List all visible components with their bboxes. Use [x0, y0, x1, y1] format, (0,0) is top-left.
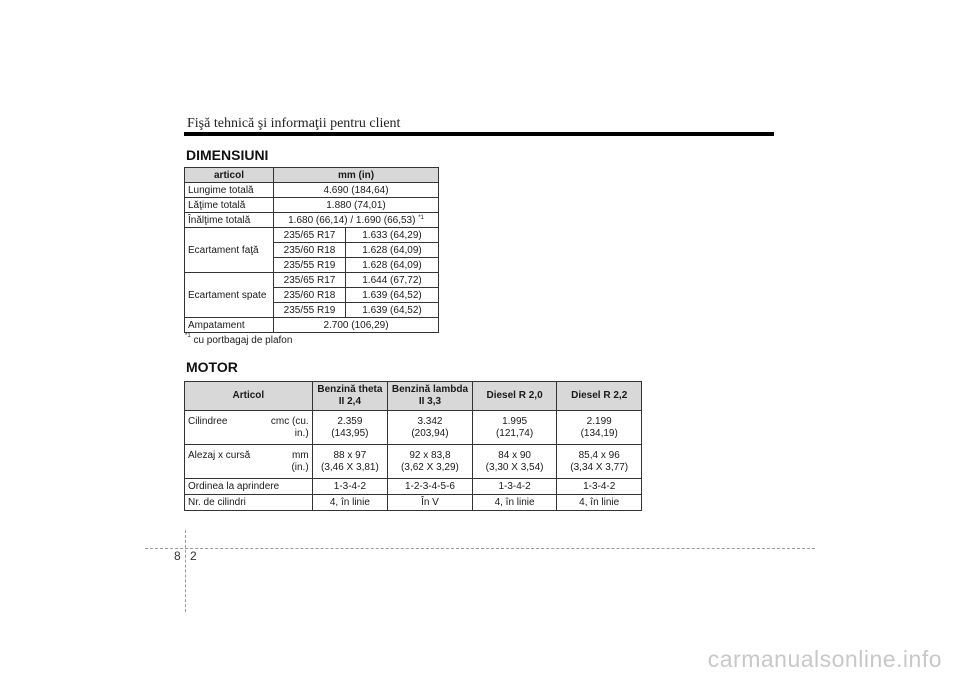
tire-size: 235/60 R18: [274, 243, 346, 258]
dimensions-title: DIMENSIUNI: [186, 147, 269, 163]
row-value: 1-3-4-2: [472, 479, 557, 495]
table-row: [185, 228, 439, 243]
row-value: 4, în linie: [312, 495, 387, 511]
row-value: 1.628 (64,09): [346, 243, 439, 258]
tire-size: 235/60 R18: [274, 288, 346, 303]
page-header-title: Fişă tehnică şi informaţii pentru client: [187, 116, 401, 131]
column-header: Diesel R 2,0: [472, 382, 557, 411]
footnote-mark: *1: [185, 333, 191, 339]
row-value: 92 x 83,8 (3,62 X 3,29): [388, 445, 473, 479]
row-value: 1.995 (121,74): [472, 411, 557, 445]
table-row: [185, 198, 439, 213]
page-divider: [145, 548, 815, 549]
footnote-text: cu portbagaj de plafon: [193, 335, 293, 346]
row-value: 88 x 97 (3,46 X 3,81): [312, 445, 387, 479]
table-row: [185, 213, 439, 228]
row-value: 1.628 (64,09): [346, 258, 439, 273]
row-unit: (in.): [291, 461, 309, 473]
row-value: 2.700 (106,29): [274, 318, 439, 333]
footnote: [185, 335, 292, 346]
row-value: În V: [388, 495, 473, 511]
row-value: 84 x 90 (3,30 X 3,54): [472, 445, 557, 479]
watermark: carmanualsonline.info: [707, 646, 942, 672]
column-header: Articol: [185, 382, 313, 411]
row-value: 4, în linie: [472, 495, 557, 511]
row-label: Nr. de cilindri: [185, 495, 313, 511]
page-divider-vertical: [185, 530, 186, 612]
column-header: Diesel R 2,2: [557, 382, 642, 411]
row-value: 4, în linie: [557, 495, 642, 511]
row-value: 85,4 x 96 (3,34 X 3,77): [557, 445, 642, 479]
row-value: 1.633 (64,29): [346, 228, 439, 243]
row-label: Lungime totală: [185, 183, 274, 198]
page-number: 2: [190, 549, 197, 563]
motor-title: MOTOR: [186, 359, 238, 375]
table-header-row: [185, 382, 642, 411]
column-header: articol: [185, 168, 274, 183]
tire-size: 235/65 R17: [274, 228, 346, 243]
row-label: Ecartament faţă: [185, 228, 274, 273]
table-row: [185, 495, 642, 511]
row-value: 1.880 (74,01): [274, 198, 439, 213]
row-label: Ordinea la aprindere: [185, 479, 313, 495]
tire-size: 235/55 R19: [274, 258, 346, 273]
row-label: Înălţime totală: [185, 213, 274, 228]
row-value: [274, 213, 439, 228]
footnote-mark: *1: [418, 214, 424, 221]
row-value: 1.639 (64,52): [346, 303, 439, 318]
row-value: 2.359 (143,95): [312, 411, 387, 445]
row-label: [185, 411, 313, 445]
row-value: 1-3-4-2: [312, 479, 387, 495]
row-value: 1-3-4-2: [557, 479, 642, 495]
table-row: [185, 273, 439, 288]
motor-table: [184, 381, 642, 511]
header-rule-thin: [410, 134, 774, 135]
row-unit: cmc (cu.: [270, 415, 309, 427]
table-row: [185, 318, 439, 333]
row-unit: in.): [294, 427, 309, 439]
row-label: [185, 445, 313, 479]
row-value: 1.639 (64,52): [346, 288, 439, 303]
table-row: [185, 183, 439, 198]
row-unit: mm: [292, 449, 309, 461]
tire-size: 235/55 R19: [274, 303, 346, 318]
column-header: Benzină lambda II 3,3: [388, 382, 473, 411]
row-value: 3.342 (203,94): [388, 411, 473, 445]
row-value: 1-2-3-4-5-6: [388, 479, 473, 495]
row-label-text: Alezaj x cursă: [188, 449, 251, 461]
column-header: mm (in): [274, 168, 439, 183]
table-row: [185, 411, 642, 445]
tire-size: 235/65 R17: [274, 273, 346, 288]
row-label: Ampatament: [185, 318, 274, 333]
row-label: Ecartament spate: [185, 273, 274, 318]
chapter-number: 8: [174, 549, 181, 563]
row-label: Lăţime totală: [185, 198, 274, 213]
row-value: 1.644 (67,72): [346, 273, 439, 288]
table-row: [185, 445, 642, 479]
row-value: 4.690 (184,64): [274, 183, 439, 198]
column-header: Benzină theta II 2,4: [312, 382, 387, 411]
dimensions-table: [184, 167, 439, 333]
row-value: 2.199 (134,19): [557, 411, 642, 445]
row-label-text: Cilindree: [188, 415, 228, 427]
table-row: [185, 479, 642, 495]
height-value: 1.680 (66,14) / 1.690 (66,53): [288, 214, 416, 226]
table-header-row: [185, 168, 439, 183]
